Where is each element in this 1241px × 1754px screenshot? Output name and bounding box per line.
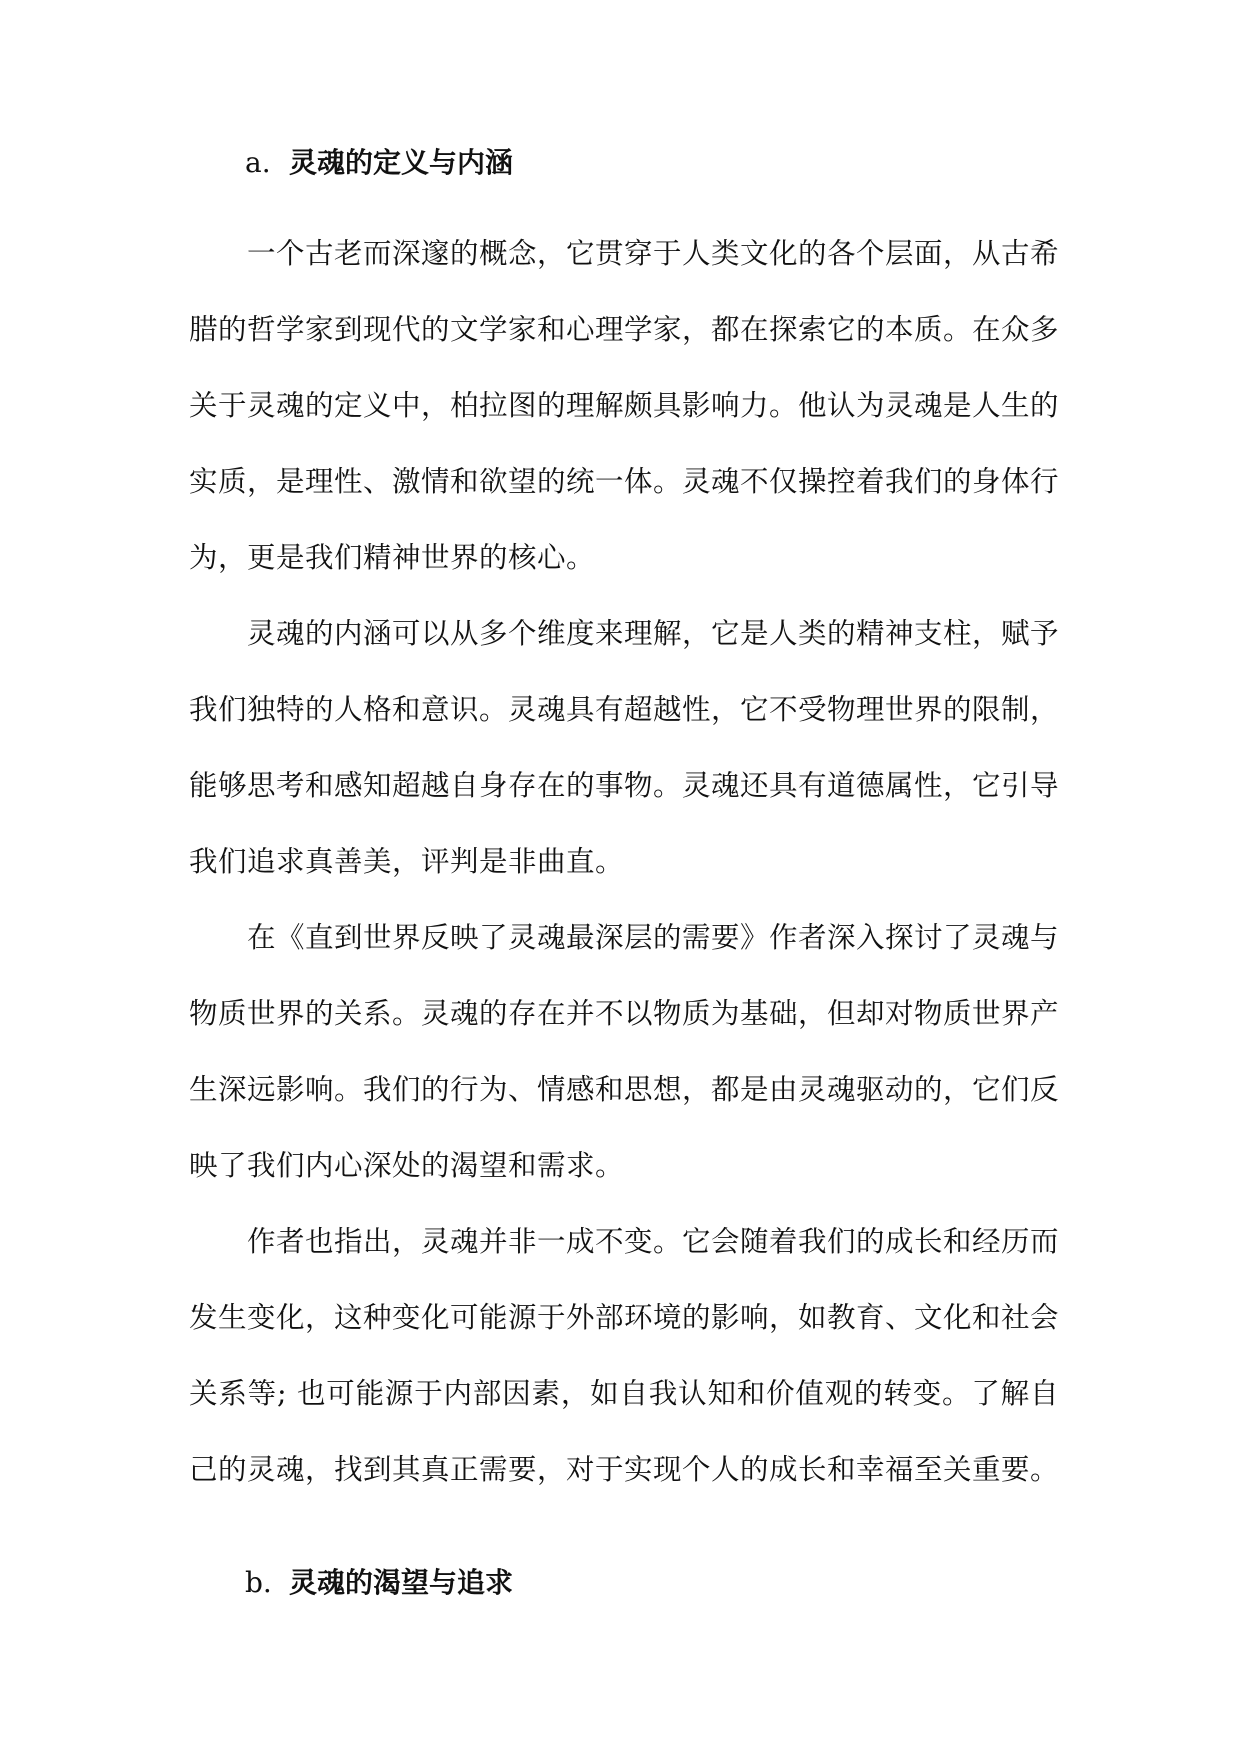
section-title-b: 灵魂的渴望与追求 bbox=[289, 1566, 514, 1599]
section-heading-a bbox=[189, 140, 1059, 186]
paragraph-2: 灵魂的内涵可以从多个维度来理解，它是人类的精神支柱，赋予我们独特的人格和意识。灵魂具有超越性，它不受物理世界的限制，能够思考和感知超越自身存在的事物。灵魂还具有道德属性，它引导我们追求真善美，评判是非曲直。 bbox=[189, 617, 1060, 878]
section-heading-b bbox=[189, 1560, 1059, 1606]
page-content bbox=[189, 140, 1059, 1606]
section-title-a: 灵魂的定义与内涵 bbox=[289, 146, 514, 179]
section-marker-a: a. bbox=[245, 146, 271, 179]
paragraph-4: 作者也指出，灵魂并非一成不变。它会随着我们的成长和经历而发生变化，这种变化可能源于外部环境的影响，如教育、文化和社会关系等; 也可能源于内部因素，如自我认知和价值观的转变。了解自己的灵魂，找到其真正需要，对于实现个人的成长和幸福至关重要。 bbox=[189, 1225, 1060, 1486]
paragraph-3: 在《直到世界反映了灵魂最深层的需要》作者深入探讨了灵魂与物质世界的关系。灵魂的存在并不以物质为基础，但却对物质世界产生深远影响。我们的行为、情感和思想，都是由灵魂驱动的，它们反映了我们内心深处的渴望和需求。 bbox=[189, 921, 1060, 1182]
paragraph-1: 一个古老而深邃的概念，它贯穿于人类文化的各个层面，从古希腊的哲学家到现代的文学家和心理学家，都在探索它的本质。在众多关于灵魂的定义中，柏拉图的理解颇具影响力。他认为灵魂是人生的实质，是理性、激情和欲望的统一体。灵魂不仅操控着我们的身体行为，更是我们精神世界的核心。 bbox=[189, 237, 1060, 574]
section-marker-b: b. bbox=[245, 1566, 272, 1599]
